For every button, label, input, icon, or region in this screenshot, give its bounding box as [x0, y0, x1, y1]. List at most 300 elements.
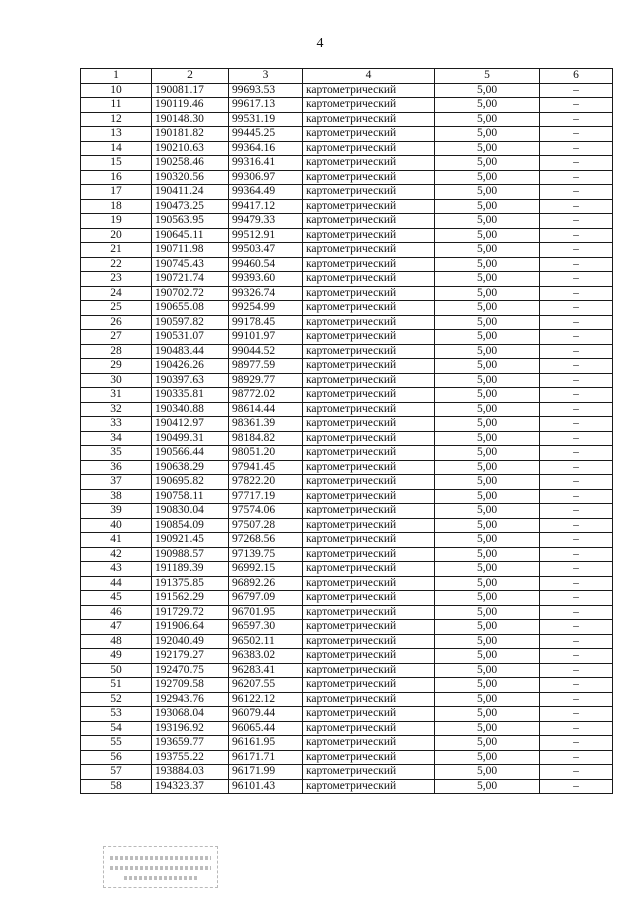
accuracy-cell: 5,00 [435, 141, 540, 156]
y-coordinate-cell: 97574.06 [229, 504, 303, 519]
note-cell: – [540, 98, 613, 113]
accuracy-cell: 5,00 [435, 518, 540, 533]
point-number-cell: 40 [81, 518, 152, 533]
y-coordinate-cell: 99693.53 [229, 83, 303, 98]
table-row [81, 547, 613, 562]
x-coordinate-cell: 190830.04 [152, 504, 229, 519]
accuracy-cell: 5,00 [435, 663, 540, 678]
table-row [81, 243, 613, 258]
point-number-cell: 12 [81, 112, 152, 127]
accuracy-cell: 5,00 [435, 214, 540, 229]
method-cell: картометрический [303, 736, 435, 751]
method-cell: картометрический [303, 388, 435, 403]
note-cell: – [540, 460, 613, 475]
method-cell: картометрический [303, 170, 435, 185]
accuracy-cell: 5,00 [435, 460, 540, 475]
accuracy-cell: 5,00 [435, 547, 540, 562]
method-cell: картометрический [303, 562, 435, 577]
point-number-cell: 22 [81, 257, 152, 272]
x-coordinate-cell: 190721.74 [152, 272, 229, 287]
method-cell: картометрический [303, 344, 435, 359]
table-row [81, 330, 613, 345]
table-row [81, 359, 613, 374]
x-coordinate-cell: 191562.29 [152, 591, 229, 606]
method-cell: картометрический [303, 272, 435, 287]
x-coordinate-cell: 194323.37 [152, 779, 229, 794]
note-cell: – [540, 141, 613, 156]
accuracy-cell: 5,00 [435, 750, 540, 765]
y-coordinate-cell: 96892.26 [229, 576, 303, 591]
x-coordinate-cell: 191906.64 [152, 620, 229, 635]
x-coordinate-cell: 192179.27 [152, 649, 229, 664]
point-number-cell: 54 [81, 721, 152, 736]
accuracy-cell: 5,00 [435, 692, 540, 707]
point-number-cell: 10 [81, 83, 152, 98]
note-cell: – [540, 112, 613, 127]
method-cell: картометрический [303, 141, 435, 156]
table-row [81, 446, 613, 461]
method-cell: картометрический [303, 533, 435, 548]
note-cell: – [540, 344, 613, 359]
x-coordinate-cell: 190563.95 [152, 214, 229, 229]
y-coordinate-cell: 96283.41 [229, 663, 303, 678]
method-cell: картометрический [303, 678, 435, 693]
method-cell: картометрический [303, 156, 435, 171]
point-number-cell: 15 [81, 156, 152, 171]
x-coordinate-cell: 190988.57 [152, 547, 229, 562]
accuracy-cell: 5,00 [435, 344, 540, 359]
method-cell: картометрический [303, 446, 435, 461]
table-row [81, 533, 613, 548]
method-cell: картометрический [303, 620, 435, 635]
note-cell: – [540, 678, 613, 693]
table-row [81, 431, 613, 446]
y-coordinate-cell: 99364.16 [229, 141, 303, 156]
y-coordinate-cell: 97941.45 [229, 460, 303, 475]
accuracy-cell: 5,00 [435, 620, 540, 635]
accuracy-cell: 5,00 [435, 272, 540, 287]
y-coordinate-cell: 99316.41 [229, 156, 303, 171]
column-header: 1 [81, 69, 152, 84]
table-row [81, 504, 613, 519]
method-cell: картометрический [303, 591, 435, 606]
y-coordinate-cell: 96597.30 [229, 620, 303, 635]
y-coordinate-cell: 96079.44 [229, 707, 303, 722]
method-cell: картометрический [303, 402, 435, 417]
y-coordinate-cell: 99445.25 [229, 127, 303, 142]
table-row [81, 344, 613, 359]
y-coordinate-cell: 99512.91 [229, 228, 303, 243]
point-number-cell: 11 [81, 98, 152, 113]
point-number-cell: 23 [81, 272, 152, 287]
point-number-cell: 14 [81, 141, 152, 156]
point-number-cell: 17 [81, 185, 152, 200]
x-coordinate-cell: 192709.58 [152, 678, 229, 693]
method-cell: картометрический [303, 504, 435, 519]
point-number-cell: 39 [81, 504, 152, 519]
point-number-cell: 19 [81, 214, 152, 229]
method-cell: картометрический [303, 199, 435, 214]
method-cell: картометрический [303, 185, 435, 200]
y-coordinate-cell: 97717.19 [229, 489, 303, 504]
accuracy-cell: 5,00 [435, 170, 540, 185]
method-cell: картометрический [303, 127, 435, 142]
method-cell: картометрический [303, 649, 435, 664]
table-row [81, 692, 613, 707]
method-cell: картометрический [303, 605, 435, 620]
table-row [81, 649, 613, 664]
accuracy-cell: 5,00 [435, 388, 540, 403]
accuracy-cell: 5,00 [435, 127, 540, 142]
point-number-cell: 18 [81, 199, 152, 214]
table-row [81, 620, 613, 635]
table-row [81, 663, 613, 678]
point-number-cell: 21 [81, 243, 152, 258]
method-cell: картометрический [303, 475, 435, 490]
note-cell: – [540, 721, 613, 736]
y-coordinate-cell: 96101.43 [229, 779, 303, 794]
point-number-cell: 31 [81, 388, 152, 403]
accuracy-cell: 5,00 [435, 634, 540, 649]
x-coordinate-cell: 190638.29 [152, 460, 229, 475]
note-cell: – [540, 649, 613, 664]
accuracy-cell: 5,00 [435, 475, 540, 490]
x-coordinate-cell: 190711.98 [152, 243, 229, 258]
method-cell: картометрический [303, 576, 435, 591]
point-number-cell: 51 [81, 678, 152, 693]
method-cell: картометрический [303, 634, 435, 649]
point-number-cell: 29 [81, 359, 152, 374]
method-cell: картометрический [303, 112, 435, 127]
accuracy-cell: 5,00 [435, 286, 540, 301]
point-number-cell: 43 [81, 562, 152, 577]
table-row [81, 228, 613, 243]
note-cell: – [540, 576, 613, 591]
accuracy-cell: 5,00 [435, 112, 540, 127]
point-number-cell: 52 [81, 692, 152, 707]
x-coordinate-cell: 190597.82 [152, 315, 229, 330]
note-cell: – [540, 330, 613, 345]
accuracy-cell: 5,00 [435, 359, 540, 374]
x-coordinate-cell: 190148.30 [152, 112, 229, 127]
x-coordinate-cell: 190181.82 [152, 127, 229, 142]
accuracy-cell: 5,00 [435, 98, 540, 113]
y-coordinate-cell: 98772.02 [229, 388, 303, 403]
table-row [81, 83, 613, 98]
x-coordinate-cell: 190745.43 [152, 257, 229, 272]
note-cell: – [540, 286, 613, 301]
method-cell: картометрический [303, 417, 435, 432]
y-coordinate-cell: 96992.15 [229, 562, 303, 577]
y-coordinate-cell: 98977.59 [229, 359, 303, 374]
y-coordinate-cell: 96161.95 [229, 736, 303, 751]
table-row [81, 605, 613, 620]
table-row [81, 170, 613, 185]
point-number-cell: 34 [81, 431, 152, 446]
table-row [81, 591, 613, 606]
y-coordinate-cell: 99393.60 [229, 272, 303, 287]
point-number-cell: 37 [81, 475, 152, 490]
note-cell: – [540, 620, 613, 635]
point-number-cell: 41 [81, 533, 152, 548]
note-cell: – [540, 663, 613, 678]
point-number-cell: 48 [81, 634, 152, 649]
method-cell: картометрический [303, 750, 435, 765]
table-row [81, 518, 613, 533]
x-coordinate-cell: 191375.85 [152, 576, 229, 591]
y-coordinate-cell: 97822.20 [229, 475, 303, 490]
y-coordinate-cell: 96171.99 [229, 765, 303, 780]
x-coordinate-cell: 190320.56 [152, 170, 229, 185]
method-cell: картометрический [303, 301, 435, 316]
note-cell: – [540, 228, 613, 243]
accuracy-cell: 5,00 [435, 243, 540, 258]
y-coordinate-cell: 98184.82 [229, 431, 303, 446]
x-coordinate-cell: 190426.26 [152, 359, 229, 374]
method-cell: картометрический [303, 489, 435, 504]
accuracy-cell: 5,00 [435, 315, 540, 330]
note-cell: – [540, 127, 613, 142]
x-coordinate-cell: 190340.88 [152, 402, 229, 417]
method-cell: картометрический [303, 431, 435, 446]
accuracy-cell: 5,00 [435, 707, 540, 722]
accuracy-cell: 5,00 [435, 83, 540, 98]
accuracy-cell: 5,00 [435, 765, 540, 780]
accuracy-cell: 5,00 [435, 605, 540, 620]
method-cell: картометрический [303, 330, 435, 345]
x-coordinate-cell: 190758.11 [152, 489, 229, 504]
x-coordinate-cell: 190702.72 [152, 286, 229, 301]
point-number-cell: 42 [81, 547, 152, 562]
x-coordinate-cell: 192040.49 [152, 634, 229, 649]
note-cell: – [540, 605, 613, 620]
method-cell: картометрический [303, 460, 435, 475]
note-cell: – [540, 446, 613, 461]
column-header: 3 [229, 69, 303, 84]
y-coordinate-cell: 98614.44 [229, 402, 303, 417]
y-coordinate-cell: 96383.02 [229, 649, 303, 664]
accuracy-cell: 5,00 [435, 736, 540, 751]
method-cell: картометрический [303, 243, 435, 258]
column-header: 2 [152, 69, 229, 84]
faded-stamp [103, 846, 218, 888]
method-cell: картометрический [303, 373, 435, 388]
y-coordinate-cell: 97268.56 [229, 533, 303, 548]
x-coordinate-cell: 190335.81 [152, 388, 229, 403]
y-coordinate-cell: 97139.75 [229, 547, 303, 562]
note-cell: – [540, 417, 613, 432]
table-header-row [81, 69, 613, 84]
x-coordinate-cell: 190473.25 [152, 199, 229, 214]
method-cell: картометрический [303, 707, 435, 722]
y-coordinate-cell: 99044.52 [229, 344, 303, 359]
table-row [81, 257, 613, 272]
accuracy-cell: 5,00 [435, 199, 540, 214]
x-coordinate-cell: 190921.45 [152, 533, 229, 548]
x-coordinate-cell: 190695.82 [152, 475, 229, 490]
x-coordinate-cell: 190655.08 [152, 301, 229, 316]
method-cell: картометрический [303, 315, 435, 330]
note-cell: – [540, 504, 613, 519]
note-cell: – [540, 489, 613, 504]
x-coordinate-cell: 192470.75 [152, 663, 229, 678]
y-coordinate-cell: 96171.71 [229, 750, 303, 765]
table-row [81, 286, 613, 301]
table-row [81, 112, 613, 127]
column-header: 6 [540, 69, 613, 84]
y-coordinate-cell: 96122.12 [229, 692, 303, 707]
table-row [81, 562, 613, 577]
accuracy-cell: 5,00 [435, 185, 540, 200]
table-row [81, 301, 613, 316]
note-cell: – [540, 779, 613, 794]
method-cell: картометрический [303, 228, 435, 243]
point-number-cell: 57 [81, 765, 152, 780]
note-cell: – [540, 373, 613, 388]
note-cell: – [540, 214, 613, 229]
x-coordinate-cell: 193755.22 [152, 750, 229, 765]
accuracy-cell: 5,00 [435, 576, 540, 591]
point-number-cell: 24 [81, 286, 152, 301]
accuracy-cell: 5,00 [435, 257, 540, 272]
x-coordinate-cell: 190412.97 [152, 417, 229, 432]
y-coordinate-cell: 99178.45 [229, 315, 303, 330]
method-cell: картометрический [303, 779, 435, 794]
method-cell: картометрический [303, 98, 435, 113]
point-number-cell: 44 [81, 576, 152, 591]
table-row [81, 765, 613, 780]
method-cell: картометрический [303, 257, 435, 272]
y-coordinate-cell: 99531.19 [229, 112, 303, 127]
accuracy-cell: 5,00 [435, 228, 540, 243]
column-header: 5 [435, 69, 540, 84]
y-coordinate-cell: 99364.49 [229, 185, 303, 200]
method-cell: картометрический [303, 518, 435, 533]
point-number-cell: 20 [81, 228, 152, 243]
table-row [81, 576, 613, 591]
note-cell: – [540, 765, 613, 780]
note-cell: – [540, 475, 613, 490]
table-row [81, 141, 613, 156]
note-cell: – [540, 359, 613, 374]
table-row [81, 272, 613, 287]
accuracy-cell: 5,00 [435, 373, 540, 388]
table-row [81, 750, 613, 765]
table-row [81, 156, 613, 171]
point-number-cell: 46 [81, 605, 152, 620]
note-cell: – [540, 518, 613, 533]
method-cell: картометрический [303, 286, 435, 301]
table-row [81, 489, 613, 504]
y-coordinate-cell: 96797.09 [229, 591, 303, 606]
accuracy-cell: 5,00 [435, 649, 540, 664]
point-number-cell: 26 [81, 315, 152, 330]
accuracy-cell: 5,00 [435, 721, 540, 736]
x-coordinate-cell: 190258.46 [152, 156, 229, 171]
x-coordinate-cell: 193659.77 [152, 736, 229, 751]
point-number-cell: 30 [81, 373, 152, 388]
accuracy-cell: 5,00 [435, 431, 540, 446]
table-row [81, 634, 613, 649]
x-coordinate-cell: 193884.03 [152, 765, 229, 780]
x-coordinate-cell: 193068.04 [152, 707, 229, 722]
table-row [81, 214, 613, 229]
accuracy-cell: 5,00 [435, 446, 540, 461]
point-number-cell: 56 [81, 750, 152, 765]
note-cell: – [540, 315, 613, 330]
note-cell: – [540, 388, 613, 403]
coordinates-table [80, 68, 613, 794]
accuracy-cell: 5,00 [435, 591, 540, 606]
y-coordinate-cell: 98361.39 [229, 417, 303, 432]
point-number-cell: 36 [81, 460, 152, 475]
column-header: 4 [303, 69, 435, 84]
point-number-cell: 47 [81, 620, 152, 635]
y-coordinate-cell: 99417.12 [229, 199, 303, 214]
table-row [81, 460, 613, 475]
table-row [81, 98, 613, 113]
y-coordinate-cell: 99101.97 [229, 330, 303, 345]
page-number: 4 [316, 36, 324, 51]
y-coordinate-cell: 99460.54 [229, 257, 303, 272]
y-coordinate-cell: 96502.11 [229, 634, 303, 649]
note-cell: – [540, 591, 613, 606]
x-coordinate-cell: 193196.92 [152, 721, 229, 736]
table-row [81, 373, 613, 388]
note-cell: – [540, 301, 613, 316]
method-cell: картометрический [303, 547, 435, 562]
method-cell: картометрический [303, 663, 435, 678]
x-coordinate-cell: 192943.76 [152, 692, 229, 707]
x-coordinate-cell: 190210.63 [152, 141, 229, 156]
note-cell: – [540, 83, 613, 98]
y-coordinate-cell: 98929.77 [229, 373, 303, 388]
x-coordinate-cell: 190119.46 [152, 98, 229, 113]
table-body [81, 83, 613, 794]
note-cell: – [540, 634, 613, 649]
x-coordinate-cell: 191729.72 [152, 605, 229, 620]
table-row [81, 315, 613, 330]
note-cell: – [540, 707, 613, 722]
x-coordinate-cell: 190411.24 [152, 185, 229, 200]
note-cell: – [540, 272, 613, 287]
accuracy-cell: 5,00 [435, 678, 540, 693]
accuracy-cell: 5,00 [435, 562, 540, 577]
note-cell: – [540, 547, 613, 562]
note-cell: – [540, 533, 613, 548]
note-cell: – [540, 170, 613, 185]
table-row [81, 707, 613, 722]
point-number-cell: 53 [81, 707, 152, 722]
point-number-cell: 27 [81, 330, 152, 345]
table-row [81, 779, 613, 794]
table-row [81, 475, 613, 490]
note-cell: – [540, 692, 613, 707]
x-coordinate-cell: 190566.44 [152, 446, 229, 461]
x-coordinate-cell: 190483.44 [152, 344, 229, 359]
note-cell: – [540, 750, 613, 765]
point-number-cell: 50 [81, 663, 152, 678]
y-coordinate-cell: 97507.28 [229, 518, 303, 533]
x-coordinate-cell: 190645.11 [152, 228, 229, 243]
point-number-cell: 45 [81, 591, 152, 606]
accuracy-cell: 5,00 [435, 156, 540, 171]
y-coordinate-cell: 96701.95 [229, 605, 303, 620]
y-coordinate-cell: 99306.97 [229, 170, 303, 185]
table-row [81, 127, 613, 142]
table-row [81, 736, 613, 751]
table-row [81, 388, 613, 403]
